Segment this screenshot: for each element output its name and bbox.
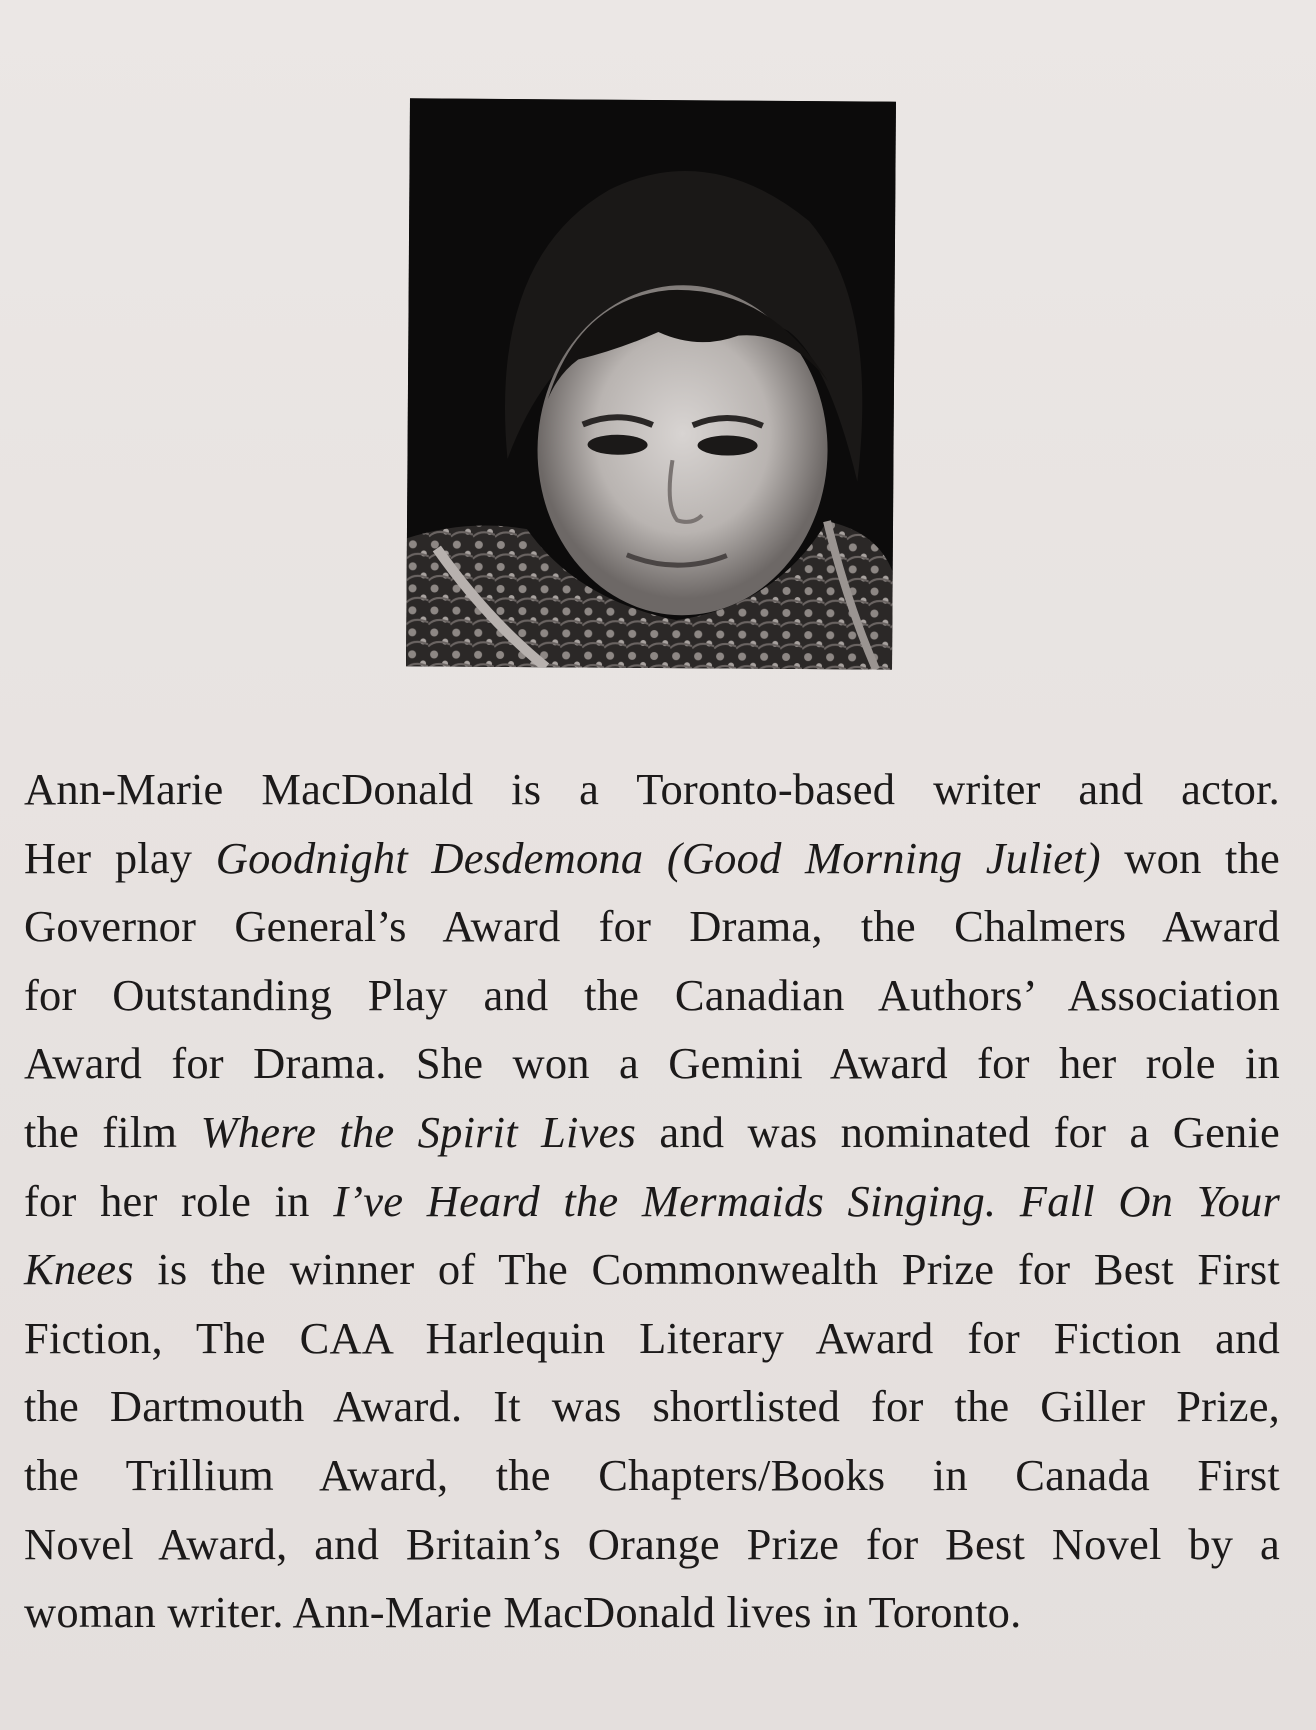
bio-text: and was nominated for a Genie [636, 1106, 1280, 1157]
bio-line [24, 1098, 1280, 1167]
bio-title-italic: Goodnight Desdemona (Good Morning Juliet) [215, 832, 1101, 883]
bio-text: Her play [24, 832, 216, 883]
bio-title-italic: Where the Spirit Lives [200, 1106, 637, 1157]
bio-line [24, 1441, 1280, 1510]
bio-text: Governor General’s Award for Drama, the Chalmers Award [24, 901, 1280, 952]
portrait-image [406, 98, 896, 669]
bio-title-italic: Knees [24, 1244, 134, 1295]
bio-text: woman writer. Ann-Marie MacDonald lives in Toronto. [24, 1587, 1022, 1638]
bio-text: Novel Award, and Britain’s Orange Prize for Best Novel by a [24, 1518, 1280, 1569]
bio-line [24, 1510, 1280, 1579]
bio-text: the Trillium Award, the Chapters/Books in Canada First [24, 1449, 1280, 1500]
bio-text: the film [24, 1106, 201, 1157]
bio-line [24, 755, 1280, 824]
bio-line [24, 1167, 1280, 1236]
bio-line [24, 1304, 1280, 1373]
bio-text: for her role in [24, 1175, 334, 1226]
bio-line [24, 892, 1280, 961]
bio-line [24, 1029, 1280, 1098]
bio-text: for Outstanding Play and the Canadian Authors’ Association [24, 969, 1280, 1020]
bio-text: Fiction, The CAA Harlequin Literary Award for Fiction and [24, 1312, 1280, 1363]
bio-text: the Dartmouth Award. It was shortlisted for the Giller Prize, [24, 1381, 1280, 1432]
bio-text: Ann-Marie MacDonald is a Toronto-based writer and actor. [24, 764, 1280, 814]
bio-line [24, 1578, 1280, 1647]
bio-line [24, 824, 1280, 893]
bio-line [24, 1235, 1280, 1304]
bio-text: Award for Drama. She won a Gemini Award for her role in [24, 1038, 1280, 1089]
bio-line [24, 961, 1280, 1030]
author-bio [24, 755, 1280, 1647]
bio-title-italic: I’ve Heard the Mermaids Singing. Fall On Your [333, 1175, 1280, 1226]
author-photo [406, 98, 896, 669]
bio-text: is the winner of The Commonwealth Prize for Best First [133, 1244, 1280, 1295]
bio-line [24, 1372, 1280, 1441]
bio-text: won the [1100, 832, 1281, 883]
